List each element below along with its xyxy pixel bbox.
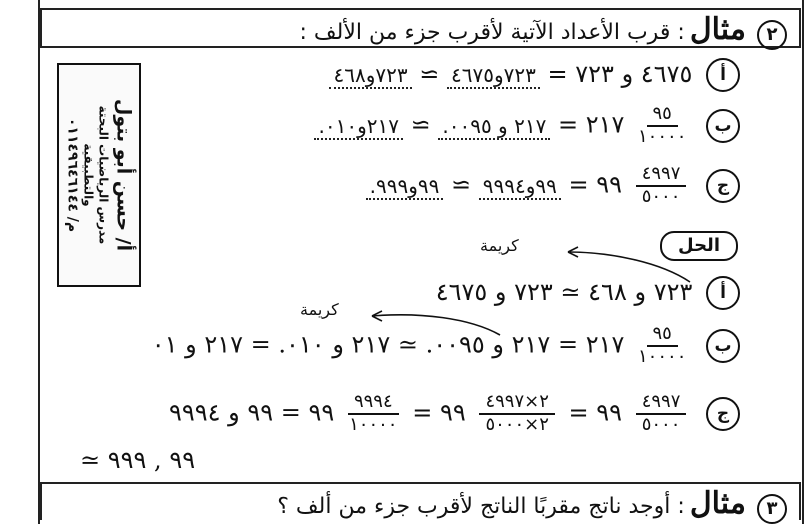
example-number-badge: ٣ xyxy=(757,494,787,524)
fraction-denominator: ١٠٠٠٠ xyxy=(638,125,687,147)
note-label: كريمة xyxy=(300,300,339,319)
question-result: ٩٩و٩٩٩. xyxy=(366,174,444,200)
solution-c-line2 xyxy=(80,446,195,474)
question-step: ٧٢٣و٤٦٧٥ xyxy=(447,63,540,89)
example-3-heading xyxy=(277,486,787,524)
solution-c: ج $\frac{٤٩٩٧}{٥٠٠٠}$ ٩٩ = $\frac{٢\times ٤٩٩٧}{٢\times ٥٠٠٠}$ ٩٩ = $\frac{٩٩٩٤}{١٠٠٠٠}$ ٩٩ = ٩٩ و ٩٩٩٤ xyxy=(169,392,740,435)
question-result: ٧٢٣و٤٦٨ xyxy=(329,63,411,89)
teacher-subtitle: مدرس الرياضيات البحتة والتطبيقية xyxy=(81,105,111,245)
solution-c-fraction-3 xyxy=(348,392,399,435)
fraction-numerator: ٩٩٩٤ xyxy=(348,392,399,415)
question-result: ٢١٧و٠١٠. xyxy=(314,114,403,140)
fraction-denominator: ٥٠٠٠ xyxy=(641,185,681,207)
example-3-header xyxy=(40,482,801,520)
question-c: ج $\frac{٤٩٩٧}{٥٠٠٠}$ ٩٩ = ٩٩و٩٩٩٤ ≃ ٩٩و٩٩٩. xyxy=(366,164,740,207)
solution-a-line: ٧٢٣ و ٤٦٨ ≃ ٧٢٣ و ٤٦٧٥ xyxy=(435,278,693,306)
solution-c-fraction xyxy=(636,392,687,435)
fraction-numerator: ٤٩٩٧ xyxy=(636,164,687,187)
solution-b-whole: ٢١٧ xyxy=(585,330,625,359)
solution-c-final: ≃ ٩٩ , ٩٩٩ xyxy=(80,446,196,474)
example-keyword: مثال xyxy=(689,486,746,521)
question-step: ٩٩و٩٩٩٤ xyxy=(479,174,561,200)
example-instruction: : أوجد ناتج مقربًا الناتج لأقرب جزء من ألف ؟ xyxy=(277,494,685,519)
fraction-denominator: ١٠٠٠٠ xyxy=(638,345,687,367)
fraction-numerator: ٩٥ xyxy=(647,104,678,127)
solution-b: ب $\frac{٩٥}{١٠٠٠٠}$ ٢١٧ = ٢١٧ و ٠٠٩٥. ≃ ٢١٧ و ٠١٠. = ٢١٧ و ٠١ xyxy=(152,324,740,367)
fraction-denominator: ٥٠٠٠ xyxy=(641,413,681,435)
example-instruction: : قرب الأعداد الآتية لأقرب جزء من الألف : xyxy=(299,20,685,45)
question-a: أ ٤٦٧٥ و ٧٢٣ = ٧٢٣و٤٦٧٥ ≃ ٧٢٣و٤٦٨ xyxy=(329,58,740,92)
solution-c-whole: ٩٩ xyxy=(596,398,623,427)
note-label: كريمة xyxy=(480,236,519,255)
question-whole: ٢١٧ xyxy=(585,110,625,139)
question-label: ج xyxy=(706,169,740,203)
question-label: ب xyxy=(706,109,740,143)
solution-a: أ ٧٢٣ و ٤٦٨ ≃ ٧٢٣ و ٤٦٧٥ xyxy=(436,276,740,310)
teacher-name: أ/ حسن أبو بتول xyxy=(112,98,135,252)
fraction-denominator: ٢×٥٠٠٠ xyxy=(485,413,549,435)
question-label: أ xyxy=(706,58,740,92)
fraction-numerator: ٩٥ xyxy=(647,324,678,347)
question-step: ٢١٧ و ٠٠٩٥. xyxy=(438,114,550,140)
fraction-denominator: ١٠٠٠٠ xyxy=(349,413,398,435)
solution-c-whole: ٩٩ xyxy=(440,398,466,427)
example-keyword: مثال xyxy=(689,12,746,47)
solution-c-fraction-2 xyxy=(479,392,554,435)
solution-c-whole: ٩٩ xyxy=(308,398,335,427)
solution-c-line1: = ٩٩ و ٩٩٩٤ xyxy=(168,398,301,427)
question-whole: ٩٩ xyxy=(596,170,623,199)
solution-b-line: = ٢١٧ و ٠٠٩٥. ≃ ٢١٧ و ٠١٠. = ٢١٧ و ٠١ xyxy=(151,330,579,359)
teacher-phone: م/ ٠١١٤٩٦٤٦١٤٤ xyxy=(64,117,81,233)
solution-b-fraction xyxy=(638,324,686,367)
question-expression: ٤٦٧٥ و ٧٢٣ xyxy=(575,60,693,88)
example-number-badge: ٢ xyxy=(757,20,787,50)
fraction-numerator: ٢×٤٩٩٧ xyxy=(479,392,554,415)
fraction-numerator: ٤٩٩٧ xyxy=(636,392,687,415)
solution-title: الحل xyxy=(660,231,738,261)
question-b: ب $\frac{٩٥}{١٠٠٠٠}$ ٢١٧ = ٢١٧ و ٠٠٩٥. ≃ ٢١٧و٠١٠. xyxy=(314,104,740,147)
